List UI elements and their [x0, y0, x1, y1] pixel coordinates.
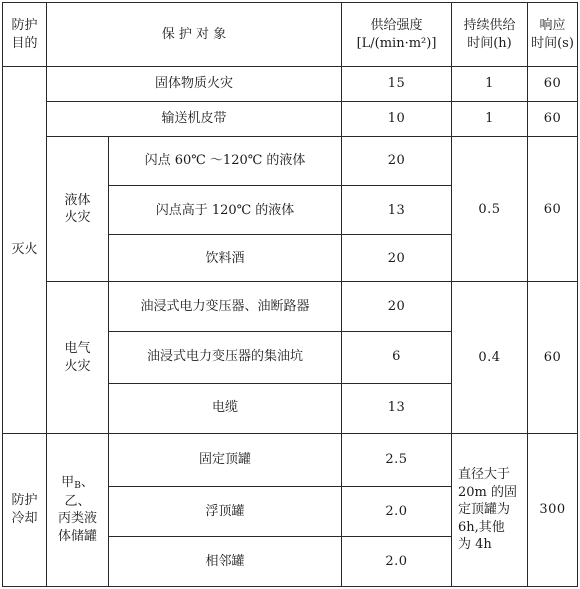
duration-cooling-line4: 6h,其他 [458, 519, 505, 535]
category-electric-fire [47, 282, 109, 433]
category-electric-line2: 火灾 [64, 358, 91, 374]
intensity-liquid-1: 20 [342, 137, 452, 186]
object-liquid-3: 饮料酒 [109, 235, 342, 282]
category-tanks-line2: 丙类液 [57, 511, 97, 527]
header-row [3, 3, 578, 67]
intensity-solid: 15 [342, 67, 452, 102]
category-electric-line1: 电气 [64, 341, 91, 356]
object-liquid-1: 闪点 60℃ ～120℃ 的液体 [109, 137, 342, 186]
intensity-liquid-2: 13 [342, 186, 452, 235]
header-duration-line1: 持续供给 [463, 18, 516, 33]
object-tank-2: 浮顶罐 [109, 486, 342, 536]
header-duration [452, 3, 528, 67]
object-electric-1: 油浸式电力变压器、油断路器 [109, 282, 342, 331]
purpose-cooling [3, 433, 47, 586]
intensity-electric-3: 13 [342, 383, 452, 433]
object-belt: 输送机皮带 [47, 102, 342, 137]
category-tanks-suffix: 、乙、 [64, 475, 94, 509]
response-liquid: 60 [528, 137, 578, 282]
table-row [3, 433, 578, 486]
duration-cooling-line3: 定顶罐为 [458, 502, 511, 518]
purpose-fire: 灭火 [3, 67, 47, 434]
intensity-electric-2: 6 [342, 331, 452, 383]
header-intensity-line2: [L/(min·m²)] [356, 35, 437, 51]
intensity-liquid-3: 20 [342, 235, 452, 282]
object-electric-2: 油浸式电力变压器的集油坑 [109, 331, 342, 383]
category-tanks [47, 433, 109, 586]
intensity-belt: 10 [342, 102, 452, 137]
duration-cooling [452, 433, 528, 586]
category-liquid-line2: 火灾 [64, 210, 91, 226]
duration-electric: 0.4 [452, 282, 528, 433]
header-purpose [3, 3, 47, 67]
object-electric-3: 电缆 [109, 383, 342, 433]
object-liquid-2: 闪点高于 120℃ 的液体 [109, 186, 342, 235]
intensity-tank-2: 2.0 [342, 486, 452, 536]
intensity-tank-1: 2.5 [342, 433, 452, 486]
table-row [3, 102, 578, 137]
category-tanks-subscript: B [74, 481, 81, 492]
header-purpose-line1: 防护 [11, 18, 38, 33]
intensity-electric-1: 20 [342, 282, 452, 331]
duration-cooling-line5: 为 4h [458, 537, 492, 553]
table-row [3, 282, 578, 331]
category-liquid-fire [47, 137, 109, 282]
object-solid: 固体物质火灾 [47, 67, 342, 102]
header-duration-line2: 时间(h) [467, 35, 512, 51]
object-tank-3: 相邻罐 [109, 536, 342, 586]
response-belt: 60 [528, 102, 578, 137]
duration-cooling-line2: 20m 的固 [458, 484, 518, 500]
intensity-tank-3: 2.0 [342, 536, 452, 586]
duration-belt: 1 [452, 102, 528, 137]
table-row [3, 137, 578, 186]
duration-solid: 1 [452, 67, 528, 102]
duration-liquid: 0.5 [452, 137, 528, 282]
table-row [3, 67, 578, 102]
water-spray-parameters-table [2, 2, 578, 587]
purpose-cooling-line1: 防护 [11, 493, 38, 509]
response-cooling: 300 [528, 433, 578, 586]
header-response [528, 3, 578, 67]
category-tanks-line1 [50, 474, 105, 510]
category-tanks-prefix: 甲 [61, 475, 75, 491]
response-electric: 60 [528, 282, 578, 433]
header-object: 保 护 对 象 [47, 3, 342, 67]
category-liquid-line1: 液体 [64, 192, 91, 208]
object-tank-1: 固定顶罐 [109, 433, 342, 486]
header-response-line1: 响应 [539, 18, 566, 33]
response-solid: 60 [528, 67, 578, 102]
category-tanks-line3: 体储罐 [57, 528, 97, 544]
duration-cooling-line1: 直径大于 [458, 466, 511, 482]
header-intensity [342, 3, 452, 67]
purpose-cooling-line2: 冷却 [11, 510, 38, 526]
header-purpose-line2: 目的 [11, 35, 38, 51]
header-response-line2: 时间(s) [531, 35, 574, 51]
header-intensity-line1: 供给强度 [370, 18, 423, 33]
